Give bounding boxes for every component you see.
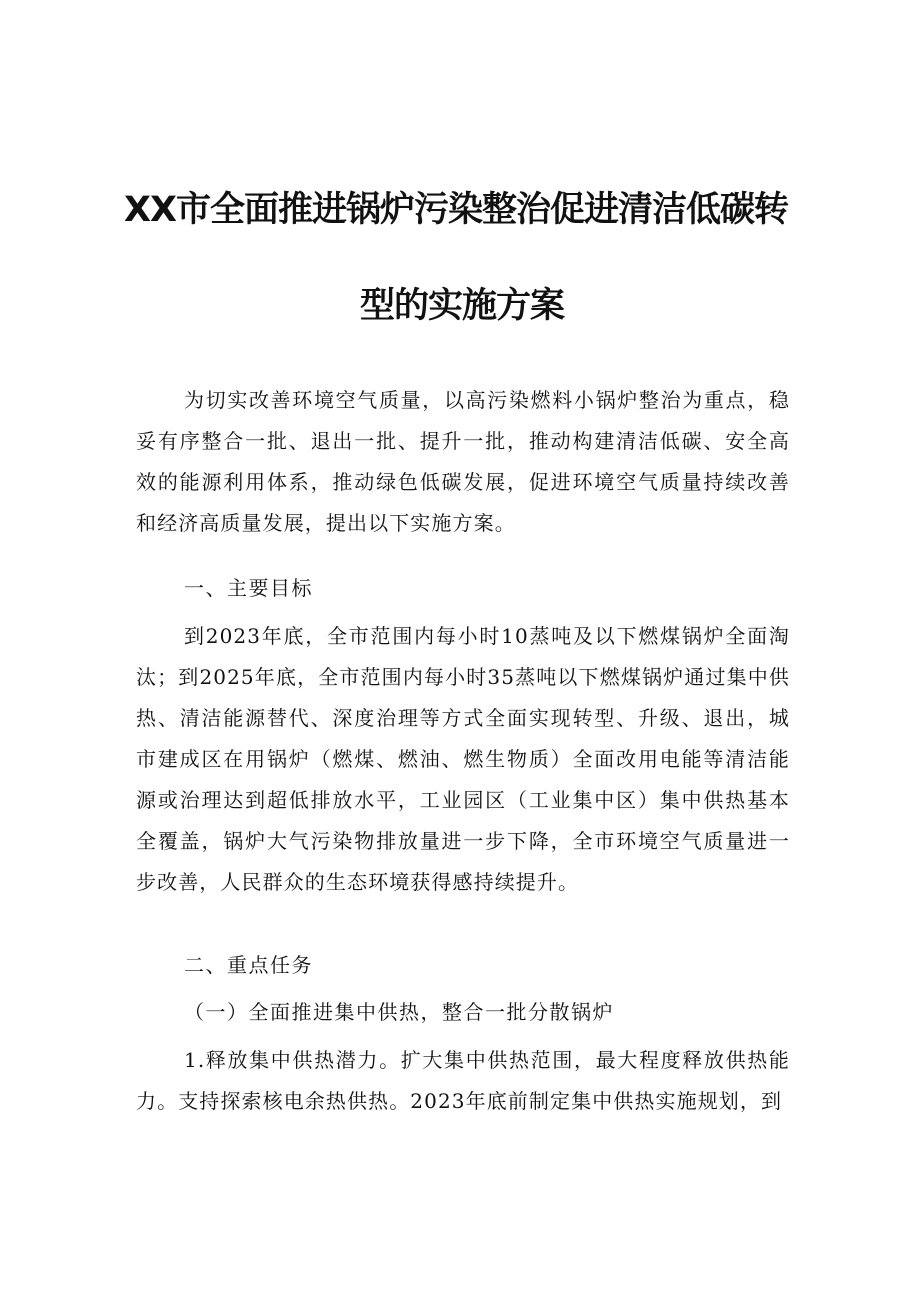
- section-2-heading: 二、重点任务: [184, 953, 313, 977]
- document-title-line-2: 型的实施方案: [359, 286, 564, 326]
- intro-paragraph: 为切实改善环境空气质量，以高污染燃料小锅炉整治为重点，稳妥有序整合一批、退出一批、提升一批，推动构建清洁低碳、安全高效的能源利用体系，推动绿色低碳发展，促进环境空气质量持续改善和经济高质量发展，提出以下实施方案。: [136, 388, 790, 535]
- item-1-paragraph: 1.释放集中供热潜力。扩大集中供热范围，最大程度释放供热能力。支持探索核电余热供热。2023年底前制定集中供热实施规划，到: [136, 1048, 790, 1113]
- section-1-heading: 一、主要目标: [184, 576, 313, 600]
- document-title-line-1: XX市全面推进锅炉污染整治促进清洁低碳转: [124, 190, 788, 230]
- section-1-paragraph: 到2023年底，全市范围内每小时10蒸吨及以下燃煤锅炉全面淘汰；到2025年底，全市范围内每小时35蒸吨以下燃煤锅炉通过集中供热、清洁能源替代、深度治理等方式全面实现转型、升级、退出，城市建成区在用锅炉（燃煤、燃油、燃生物质）全面改用电能等清洁能源或治理达到超低排放水平，工业园区（工业集中区）集中供热基本全覆盖，锅炉大气污染物排放量进一步下降，全市环境空气质量进一步改善，人民群众的生态环境获得感持续提升。: [136, 624, 790, 894]
- subsection-1-heading: （一）全面推进集中供热，整合一批分散锅炉: [184, 1000, 614, 1024]
